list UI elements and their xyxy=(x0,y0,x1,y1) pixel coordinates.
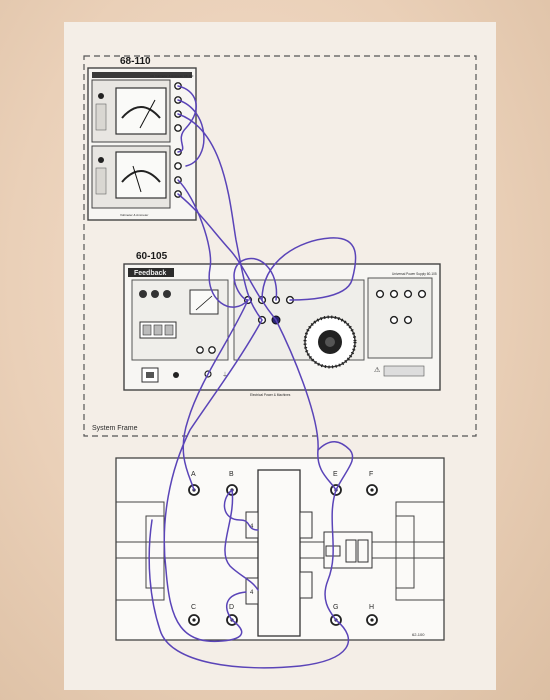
system-frame-label: System Frame xyxy=(92,425,138,432)
warning-label xyxy=(384,366,424,376)
terminal-icon[interactable] xyxy=(175,163,181,169)
voltmeter-2 xyxy=(92,146,170,208)
module-68-110-title: 68-110 xyxy=(120,56,151,67)
terminal-icon[interactable] xyxy=(197,347,203,353)
terminal-icon[interactable] xyxy=(419,291,426,298)
coil-upper-label: 4 xyxy=(250,524,254,530)
warning-triangle-icon: ⚠ xyxy=(374,367,381,374)
stator-block xyxy=(258,470,300,636)
module-60-105-title: 60-105 xyxy=(136,251,168,262)
ammeter-1 xyxy=(92,80,170,142)
machine-62-100 xyxy=(116,458,444,640)
meter1-caption: AC Voltmeter & Ammeter 68-110 xyxy=(150,74,194,78)
terminal-label: A xyxy=(191,471,196,478)
terminal-icon[interactable] xyxy=(391,291,398,298)
terminal-label: F xyxy=(369,471,374,478)
terminal-icon[interactable] xyxy=(391,317,398,324)
earth-symbol-icon: ⏚ xyxy=(222,373,229,379)
terminal-label: H xyxy=(369,604,375,611)
terminal-icon[interactable] xyxy=(405,317,412,324)
meter-2-switch-icon xyxy=(98,157,104,163)
terminal-label: E xyxy=(333,471,338,478)
terminal-label: D xyxy=(229,604,235,611)
right-panel-title: Universal Power Supply 60-105 xyxy=(392,272,437,276)
power-supply-caption: Electrical Power & Machines xyxy=(250,393,291,397)
terminal-label: G xyxy=(333,604,339,611)
phase-lamp-icon xyxy=(163,290,171,298)
module-60-105 xyxy=(124,251,440,397)
phase-lamp-icon xyxy=(139,290,147,298)
terminal-label: B xyxy=(229,471,234,478)
terminal-icon[interactable] xyxy=(377,291,384,298)
phase-lamp-icon xyxy=(151,290,159,298)
meter-module-footer: Voltmeter & Ammeter xyxy=(120,213,149,217)
terminal-icon[interactable] xyxy=(175,125,181,131)
terminal-label: C xyxy=(191,604,197,611)
machine-id-label: 62-100 xyxy=(412,632,425,637)
terminal-icon[interactable] xyxy=(405,291,412,298)
meter-1-switch-icon xyxy=(98,93,104,99)
indicator-lamp-icon xyxy=(173,372,179,378)
terminal-icon[interactable] xyxy=(209,347,215,353)
feedback-logo-text: Feedback xyxy=(134,270,167,277)
coil-lower-label: 4 xyxy=(250,590,254,596)
